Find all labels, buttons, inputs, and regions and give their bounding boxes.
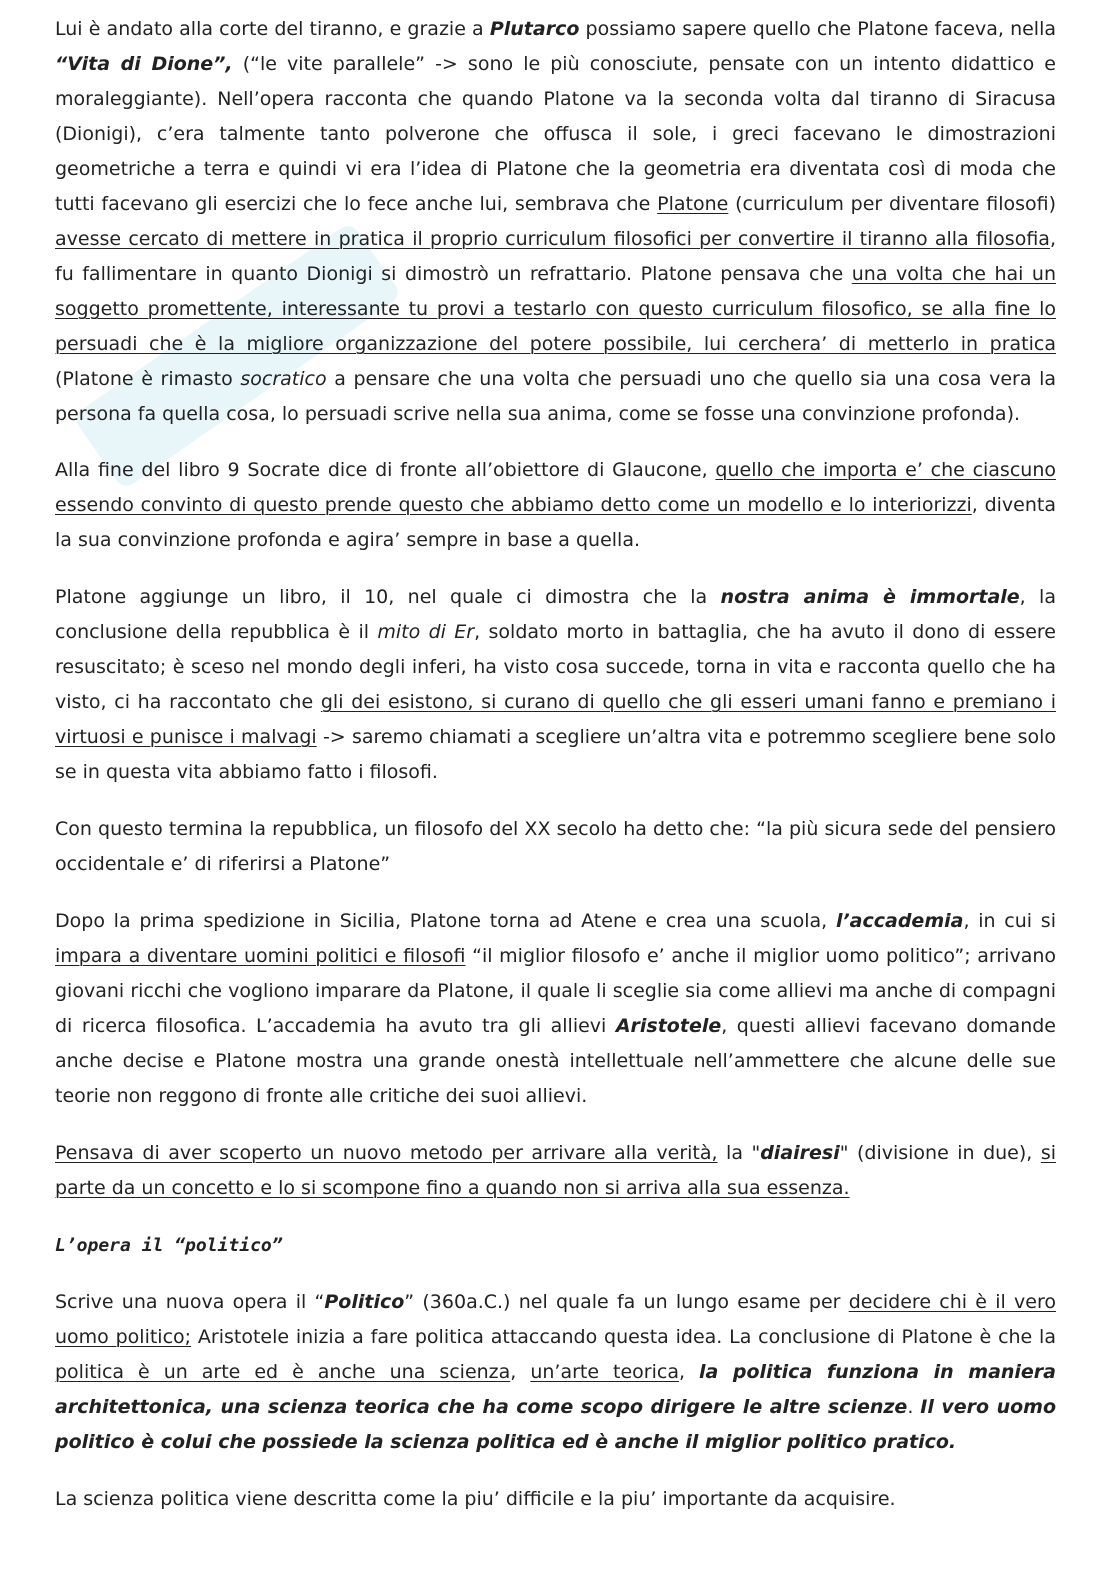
paragraph-diairesi: Pensava di aver scoperto un nuovo metodo per arrivare alla verità, la "diairesi" (divisione in due), si parte da un concetto e lo si scompone fino a quando non si arriva alla sua essenza. (55, 1142, 1056, 1199)
paragraph-libro-10: Platone aggiunge un libro, il 10, nel quale ci dimostra che la nostra anima è immortale, la conclusione della repubblica è il mito di Er, soldato morto in battaglia, che ha avuto il dono di essere resuscitato; è sceso nel mondo degli inferi, ha visto cosa succede, torna in vita e racconta quello che ha visto, ci ha raccontato che gli dei esistono, si curano di quello che gli esseri umani fanno e premiano i virtuosi e punisce i malvagi -> saremo chiamati a scegliere un’altra vita e potremmo scegliere bene solo se in questa vita abbiamo fatto i filosofi. (55, 586, 1056, 783)
paragraph-libro-9: Alla fine del libro 9 Socrate dice di fronte all’obiettore di Glaucone, quello che importa e’ che ciascuno essendo convinto di questo prende questo che abbiamo detto come un modello e lo interiorizzi, diventa la sua convinzione profonda e agira’ sempre in base a quella. (55, 459, 1056, 551)
paragraph-politico: Scrive una nuova opera il “Politico” (360a.C.) nel quale fa un lungo esame per decidere chi è il vero uomo politico; Aristotele inizia a fare politica attaccando questa idea. La conclusione di Platone è che la politica è un arte ed è anche una scienza, un’arte teorica, la politica funziona in maniera architettonica, una scienza teorica che ha come scopo dirigere le altre scienze. Il vero uomo politico è colui che possiede la scienza politica ed è anche il miglior politico pratico. (55, 1291, 1057, 1453)
paragraph-plutarco: Lui è andato alla corte del tiranno, e grazie a Plutarco possiamo sapere quello che Platone faceva, nella “Vita di Dione”, (“le vite parallele” -> sono le più conosciute, pensate con un intento didattico e moraleggiante). Nell’opera racconta che quando Platone va la seconda volta dal tiranno di Siracusa (Dionigi), c’era talmente tanto polverone che offusca il sole, i greci facevano le dimostrazioni geometriche a terra e quindi vi era l’idea di Platone che la geometria era diventata così di moda che tutti facevano gli esercizi che lo fece anche lui, sembrava che Platone (curriculum per diventare filosofi) avesse cercato di mettere in pratica il proprio curriculum filosofici per convertire il tiranno alla filosofia, fu fallimentare in quanto Dionigi si dimostrò un refrattario. Platone pensava che una volta che hai un soggetto promettente, interessante tu provi a testarlo con questo curriculum filosofico, se alla fine lo persuadi che è la migliore organizzazione del potere possibile, lui cerchera’ di metterlo in pratica (Platone è rimasto socratico a pensare che una volta che persuadi uno che quello sia una cosa vera la persona fa quella cosa, lo persuadi scrive nella sua anima, come se fosse una convinzione profonda). (55, 18, 1057, 425)
section-heading-politico: L’opera il “politico” (55, 1235, 283, 1256)
paragraph-scienza-politica: La scienza politica viene descritta come la piu’ difficile e la piu’ importante da acquisire. (55, 1488, 896, 1510)
paragraph-termina-repubblica: Con questo termina la repubblica, un filosofo del XX secolo ha detto che: “la più sicura sede del pensiero occidentale e’ di riferirsi a Platone” (55, 818, 1056, 875)
paragraph-accademia: Dopo la prima spedizione in Sicilia, Platone torna ad Atene e crea una scuola, l’accademia, in cui si impara a diventare uomini politici e filosofi “il miglior filosofo e’ anche il miglior uomo politico”; arrivano giovani ricchi che vogliono imparare da Platone, il quale li sceglie sia come allievi ma anche di compagni di ricerca filosofica. L’accademia ha avuto tra gli allievi Aristotele, questi allievi facevano domande anche decise e Platone mostra una grande onestà intellettuale nell’ammettere che alcune delle sue teorie non reggono di fronte alle critiche dei suoi allievi. (55, 910, 1057, 1107)
